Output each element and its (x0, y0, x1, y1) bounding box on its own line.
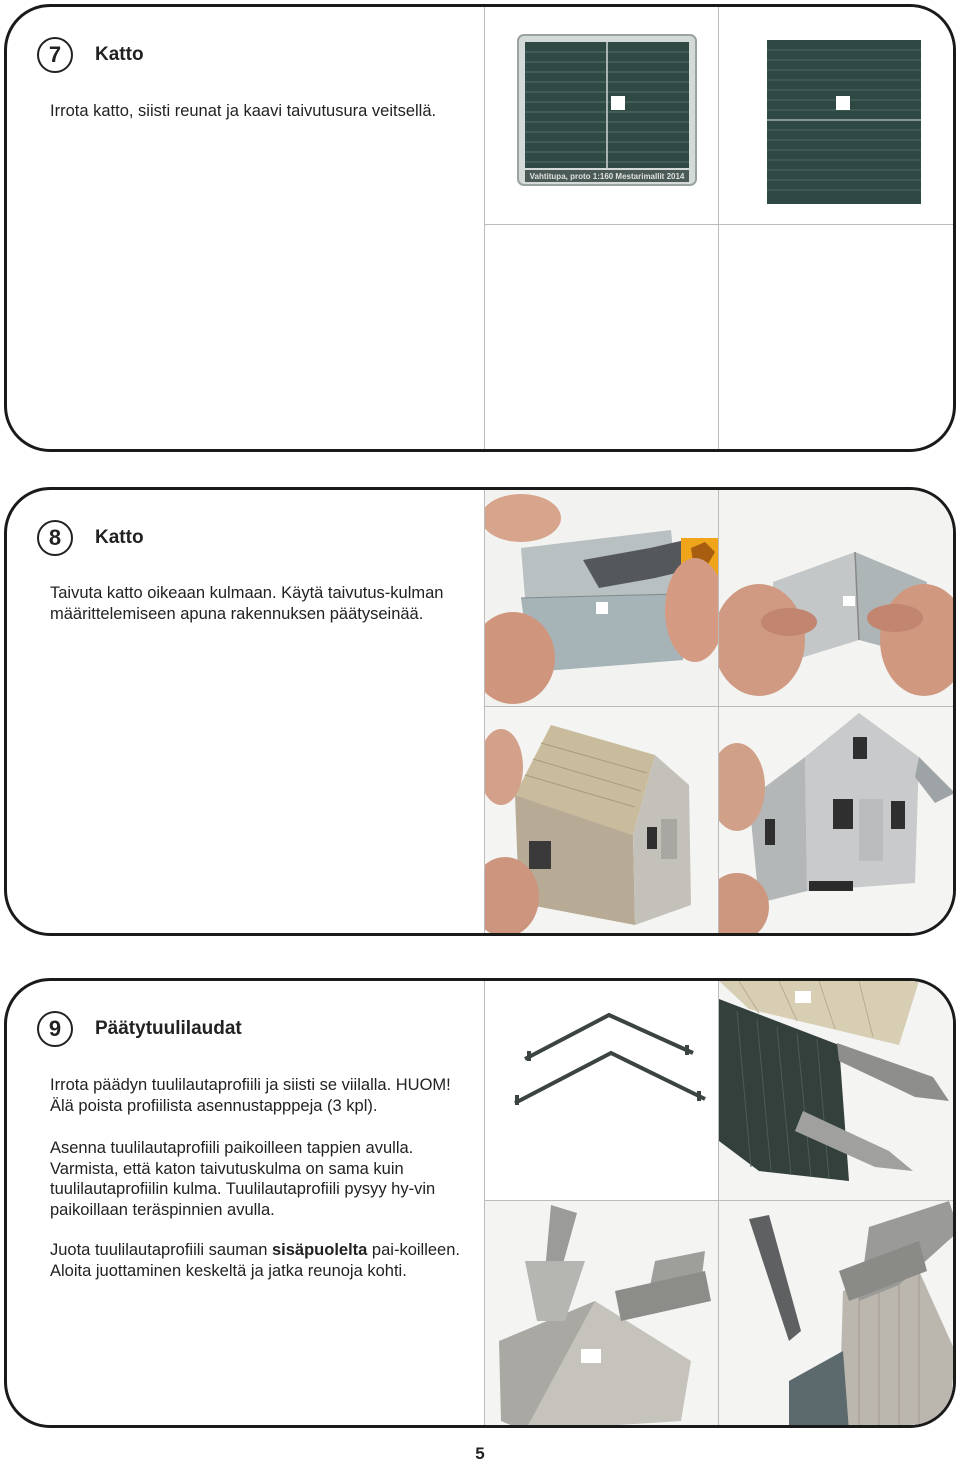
step-9-instruction-2: Asenna tuulilautaprofiili paikoilleen tappien avulla. Varmista, että katon taivutuskulma on sama kuin tuulilautaprofiilin kulma. Tuulilautaprofiili pysyy hy-vin paikoillaan teräspinnien avulla. (50, 1139, 436, 1219)
step-7-title: Katto (95, 44, 144, 65)
step-9-panel (4, 978, 956, 1428)
knife-scoring-roof-photo (485, 490, 718, 706)
step-9-text (7, 981, 483, 1425)
step-7-number: 7 (37, 37, 73, 73)
step-7-instruction: Irrota katto, siisti reunat ja kaavi taivutusura veitsellä. (50, 102, 437, 120)
step-9-instruction-1: Irrota päädyn tuulilautaprofiili ja siisti se viilalla. HUOM! Älä poista profiilista asennustapppeja (3 kpl). (50, 1076, 451, 1115)
step-8-instruction: Taivuta katto oikeaan kulmaan. Käytä taivutus-kulman määrittelemiseen apuna rakennuksen päätyseinää. (50, 584, 444, 623)
step-7-photo-grid (484, 7, 956, 449)
step-7-panel (4, 4, 956, 452)
soldering-gable-photo (719, 1201, 956, 1428)
solder-note-end: pai-koilleen. Aloita juottaminen keskeltä ja jatka reunoja kohti. (50, 1241, 460, 1280)
step-9-title: Päätytuulilaudat (95, 1018, 242, 1039)
step-9-number: 9 (37, 1011, 73, 1047)
step-8-panel (4, 487, 956, 936)
roof-on-house-side-photo (485, 707, 718, 936)
roof-on-house-gable-photo (719, 707, 956, 936)
solder-note-start: Juota tuulilautaprofiili sauman (50, 1241, 272, 1259)
step-9-header (37, 1011, 242, 1047)
empty-photo-slot (485, 225, 718, 452)
step-7-text (7, 7, 483, 449)
step-7-header (37, 37, 144, 73)
page-number: 5 (475, 1444, 485, 1463)
clip-holding-profile-photo (719, 981, 956, 1200)
step-8-header (37, 520, 144, 556)
step-8-number: 8 (37, 520, 73, 556)
step-8-text (7, 490, 483, 933)
step-9-photo-grid (484, 981, 956, 1425)
step-9-solder-note (50, 1240, 475, 1281)
bending-roof-photo (719, 490, 956, 706)
empty-photo-slot (719, 225, 956, 452)
roof-sheet-on-fret-photo (485, 7, 718, 224)
fret-inscription: Vahtitupa, proto 1:160 Mestarimallit 2014 (529, 172, 685, 181)
clips-on-gable-photo (485, 1201, 718, 1428)
bargeboard-profiles-photo (485, 981, 718, 1200)
solder-note-bold: sisäpuolelta (271, 1241, 368, 1259)
step-8-title: Katto (95, 527, 144, 548)
step-8-photo-grid (484, 490, 956, 933)
roof-sheet-scored-photo (719, 7, 956, 224)
